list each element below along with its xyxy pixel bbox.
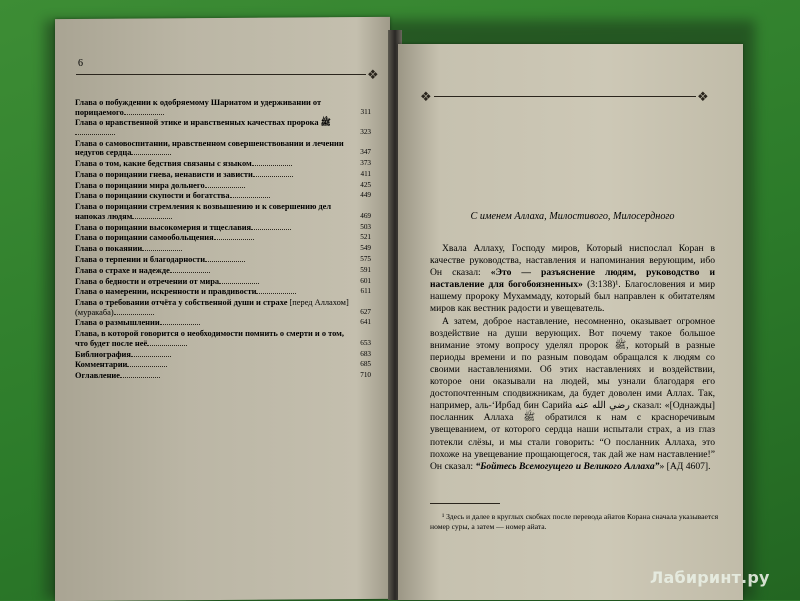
paragraph-2 <box>430 316 715 473</box>
toc-title: Глава о терпении и благодарности <box>75 255 371 265</box>
toc-title: Глава о порицании самообольщения <box>75 233 371 243</box>
toc-title: Глава о порицании скупости и богатства <box>75 191 371 201</box>
toc-page: 411 <box>360 169 371 178</box>
toc-page: 549 <box>360 244 371 253</box>
toc-title: Глава о намерении, искренности и правдивости <box>75 287 371 297</box>
right-ornament-right-icon: ❖ <box>697 89 709 104</box>
toc-page: 611 <box>360 287 371 296</box>
toc-page: 503 <box>360 222 371 231</box>
toc-row[interactable] <box>75 277 371 287</box>
toc-title: Комментарии <box>75 360 371 370</box>
toc-page: 591 <box>360 265 371 274</box>
footnote: ¹ Здесь и далее в круглых скобках после перевода айатов Корана сначала указывается номер суры, а затем — номер айата. <box>430 512 719 531</box>
para1-text-a: Хвала Аллаху, Господу миров, Который ниспослал Коран в качестве руководства, наставления и напоминания верующим, ибо Он сказал: <box>430 243 715 279</box>
toc-row[interactable] <box>75 287 371 297</box>
footnote-rule <box>430 503 500 504</box>
toc-title: Оглавление <box>75 371 371 381</box>
toc-row[interactable] <box>75 360 371 370</box>
toc-page: 521 <box>360 233 371 242</box>
table-of-contents <box>75 98 371 382</box>
toc-title: Глава о том, какие бедствия связаны с языком <box>75 159 371 169</box>
watermark-logo: Лабиринт.ру <box>650 568 770 587</box>
toc-row[interactable] <box>75 223 371 233</box>
toc-title: Глава о порицании высокомерия и тщеславия <box>75 223 371 233</box>
toc-page: 575 <box>360 254 371 263</box>
toc-title: Глава о страхе и надежде <box>75 266 371 276</box>
toc-title: Глава, в которой говорится о необходимости помнить о смерти и о том, что будет после неё <box>75 329 371 348</box>
toc-row[interactable] <box>75 244 371 254</box>
toc-row[interactable] <box>75 371 371 381</box>
toc-page: 601 <box>360 276 371 285</box>
toc-title: Глава о самовоспитании, нравственном совершенствовании и лечении недугов сердца <box>75 139 371 158</box>
left-ornament-icon: ❖ <box>367 67 379 82</box>
para2-text-a: А затем, доброе наставление, несомненно, оказывает огромное воздействие на души верующих. Вот почему такое большое внимание этому вопросу уделял пророк ﷺ, который в разные периоды времени и по разным поводам обращался к людям со своими наставлениями. Об этих наставлениях и воздействии, которое они оказывали на людей, мы узнали благодаря его достопочтенным сподвижникам, да будет доволен ими Аллах. Так, например, аль-‘Ирбад бин Сарийа رضي الله عنه сказал: «[Однажды] посланник Аллаха ﷺ обратился к нам с красноречивым увещеванием, от которого сердца наши испытали страх, а из глаз потекли слёзы, и мы стали говорить: “О посланник Аллаха, это похоже на увещевание прощающегося, так дай же нам наставление!” Он сказал: <box>430 315 715 472</box>
toc-page: 685 <box>360 360 371 369</box>
toc-row[interactable] <box>75 170 371 180</box>
toc-row[interactable] <box>75 159 371 169</box>
right-ornament-left-icon: ❖ <box>420 89 432 104</box>
toc-row[interactable] <box>75 202 371 221</box>
toc-row[interactable] <box>75 329 371 348</box>
toc-title: Глава о требовании отчёта у собственной души и страхе <box>75 298 288 308</box>
toc-title-wrap <box>75 298 371 317</box>
toc-page: 641 <box>360 318 371 327</box>
right-ornament-line <box>434 96 696 97</box>
toc-page: 347 <box>360 148 371 157</box>
body-text <box>430 243 715 473</box>
toc-page: 683 <box>360 349 371 358</box>
toc-title: Глава о размышлении <box>75 318 371 328</box>
toc-title: Глава о порицании стремления к возвышению и к совершению дел напоказ людям <box>75 202 371 221</box>
toc-page: 425 <box>360 180 371 189</box>
left-ornament-line <box>76 74 366 75</box>
toc-title: Библиография <box>75 350 371 360</box>
toc-row[interactable] <box>75 298 371 317</box>
toc-row[interactable] <box>75 255 371 265</box>
toc-row[interactable] <box>75 350 371 360</box>
toc-row[interactable] <box>75 139 371 158</box>
toc-page: 627 <box>360 307 371 316</box>
toc-page: 449 <box>360 191 371 200</box>
toc-page: 469 <box>360 211 371 220</box>
para1-text-b: (3:138)¹. Благословения и мир нашему пророку Мухаммаду, который был направлен к обитателям миров как вестник радости и увещеватель. <box>430 279 715 315</box>
toc-row[interactable] <box>75 181 371 191</box>
hadith-quote: “Бойтесь Всемогущего и Великого Аллаха” <box>475 460 660 472</box>
toc-title: Глава о бедности и отречении от мира <box>75 277 371 287</box>
toc-title: Глава о нравственной этике и нравственных качествах пророка ﷺ <box>75 118 371 137</box>
toc-page: 323 <box>360 127 371 136</box>
toc-subtitle: [перед Аллахом] (муракаба) <box>75 298 349 317</box>
para2-text-b: » [АД 4607]. <box>659 460 711 472</box>
toc-row[interactable] <box>75 233 371 243</box>
toc-row[interactable] <box>75 266 371 276</box>
toc-row[interactable] <box>75 318 371 328</box>
toc-page: 653 <box>360 338 371 347</box>
quran-quote: «Это — разъяснение людям, руководство и наставление для богобоязненных» <box>430 267 715 291</box>
basmala-heading: С именем Аллаха, Милостивого, Милосердного <box>470 211 675 222</box>
page-number: 6 <box>78 58 83 69</box>
toc-page: 710 <box>360 371 371 380</box>
toc-title: Глава о покаянии <box>75 244 371 254</box>
toc-row[interactable] <box>75 191 371 201</box>
toc-row[interactable] <box>75 118 371 137</box>
toc-page: 311 <box>360 107 371 116</box>
toc-title: Глава о порицании мира дольнего <box>75 181 371 191</box>
paragraph-1 <box>430 243 715 316</box>
toc-page: 373 <box>360 159 371 168</box>
toc-row[interactable] <box>75 98 371 117</box>
toc-title: Глава о побуждении к одобряемому Шариатом и удерживании от порицаемого <box>75 98 371 117</box>
toc-title: Глава о порицании гнева, ненависти и зависти <box>75 170 371 180</box>
